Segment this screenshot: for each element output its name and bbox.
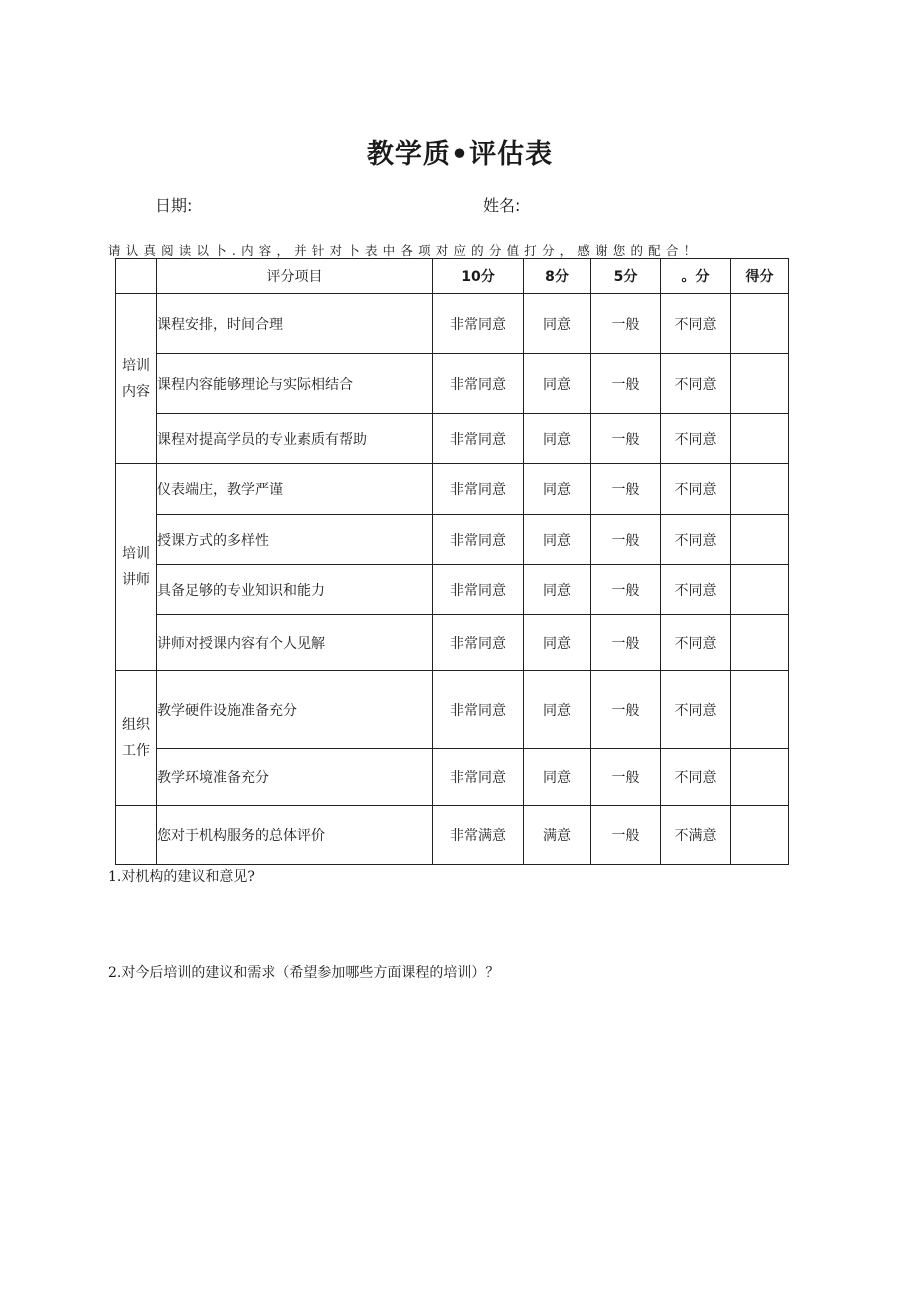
row-item: 讲师对授课内容有个人见解 (157, 615, 433, 671)
category-organization: 组织工作 (116, 671, 157, 806)
category-overall (116, 806, 157, 865)
question-future-training: 2.对今后培训的建议和需求（希望参加哪些方面课程的培训）？ (108, 965, 500, 981)
option-cell[interactable]: 不同意 (661, 515, 731, 565)
score-cell[interactable] (731, 464, 789, 515)
option-cell[interactable]: 同意 (524, 671, 591, 749)
option-cell[interactable]: 非常同意 (433, 464, 524, 515)
row-item: 课程安排，时间合理 (157, 294, 433, 354)
option-cell[interactable]: 同意 (524, 749, 591, 806)
option-cell[interactable]: 一般 (591, 294, 661, 354)
question-suggestions: 1.对机构的建议和意见? (108, 869, 255, 885)
header-total: 得分 (731, 259, 789, 294)
table-row (116, 414, 789, 464)
option-cell[interactable]: 同意 (524, 615, 591, 671)
option-cell[interactable]: 不同意 (661, 354, 731, 414)
table-row (116, 806, 789, 865)
option-cell[interactable]: 一般 (591, 414, 661, 464)
row-item: 教学硬件设施准备充分 (157, 671, 433, 749)
option-cell[interactable]: 非常同意 (433, 671, 524, 749)
category-training-content: 培训内容 (116, 294, 157, 464)
option-cell[interactable]: 同意 (524, 464, 591, 515)
option-cell[interactable]: 不满意 (661, 806, 731, 865)
name-label: 姓名: (483, 196, 521, 215)
page-title: 教学质•评估表 (366, 139, 554, 170)
table-row (116, 464, 789, 515)
row-item: 您对于机构服务的总体评价 (157, 806, 433, 865)
option-cell[interactable]: 满意 (524, 806, 591, 865)
option-cell[interactable]: 一般 (591, 464, 661, 515)
option-cell[interactable]: 非常同意 (433, 615, 524, 671)
option-cell[interactable]: 不同意 (661, 464, 731, 515)
score-cell[interactable] (731, 515, 789, 565)
option-cell[interactable]: 同意 (524, 294, 591, 354)
table-row (116, 615, 789, 671)
header-row (116, 259, 789, 294)
header-blank-cell (116, 259, 157, 294)
table-row (116, 671, 789, 749)
category-trainer: 培训讲师 (116, 464, 157, 671)
score-cell[interactable] (731, 749, 789, 806)
option-cell[interactable]: 一般 (591, 615, 661, 671)
evaluation-table (115, 258, 789, 865)
option-cell[interactable]: 一般 (591, 749, 661, 806)
score-cell[interactable] (731, 615, 789, 671)
option-cell[interactable]: 同意 (524, 515, 591, 565)
date-label: 日期: (155, 196, 193, 215)
header-item: 评分项目 (157, 259, 433, 294)
option-cell[interactable]: 同意 (524, 414, 591, 464)
option-cell[interactable]: 非常同意 (433, 515, 524, 565)
row-item: 仪表端庄，教学严谨 (157, 464, 433, 515)
option-cell[interactable]: 非常满意 (433, 806, 524, 865)
row-item: 课程内容能够理论与实际相结合 (157, 354, 433, 414)
score-cell[interactable] (731, 806, 789, 865)
table-row (116, 294, 789, 354)
option-cell[interactable]: 一般 (591, 671, 661, 749)
row-item: 授课方式的多样性 (157, 515, 433, 565)
option-cell[interactable]: 非常同意 (433, 414, 524, 464)
score-cell[interactable] (731, 414, 789, 464)
header-score-8: 8分 (524, 259, 591, 294)
option-cell[interactable]: 不同意 (661, 615, 731, 671)
score-cell[interactable] (731, 671, 789, 749)
header-score-10: 10分 (433, 259, 524, 294)
option-cell[interactable]: 一般 (591, 354, 661, 414)
table-row (116, 565, 789, 615)
option-cell[interactable]: 不同意 (661, 565, 731, 615)
option-cell[interactable]: 非常同意 (433, 354, 524, 414)
option-cell[interactable]: 同意 (524, 565, 591, 615)
table-row (116, 515, 789, 565)
option-cell[interactable]: 非常同意 (433, 749, 524, 806)
option-cell[interactable]: 一般 (591, 806, 661, 865)
header-score-5: 5分 (591, 259, 661, 294)
option-cell[interactable]: 不同意 (661, 414, 731, 464)
option-cell[interactable]: 不同意 (661, 671, 731, 749)
header-score-0: 。分 (661, 259, 731, 294)
option-cell[interactable]: 非常同意 (433, 294, 524, 354)
row-item: 教学环境准备充分 (157, 749, 433, 806)
row-item: 课程对提高学员的专业素质有帮助 (157, 414, 433, 464)
score-cell[interactable] (731, 294, 789, 354)
row-item: 具备足够的专业知识和能力 (157, 565, 433, 615)
option-cell[interactable]: 同意 (524, 354, 591, 414)
option-cell[interactable]: 一般 (591, 565, 661, 615)
score-cell[interactable] (731, 354, 789, 414)
score-cell[interactable] (731, 565, 789, 615)
table-row (116, 749, 789, 806)
option-cell[interactable]: 一般 (591, 515, 661, 565)
option-cell[interactable]: 不同意 (661, 294, 731, 354)
table-row (116, 354, 789, 414)
option-cell[interactable]: 非常同意 (433, 565, 524, 615)
instruction-text: 请认真阅读以卜.内容，并针对卜表中各项对应的分值打分，感谢您的配合！ (108, 243, 702, 258)
option-cell[interactable]: 不同意 (661, 749, 731, 806)
